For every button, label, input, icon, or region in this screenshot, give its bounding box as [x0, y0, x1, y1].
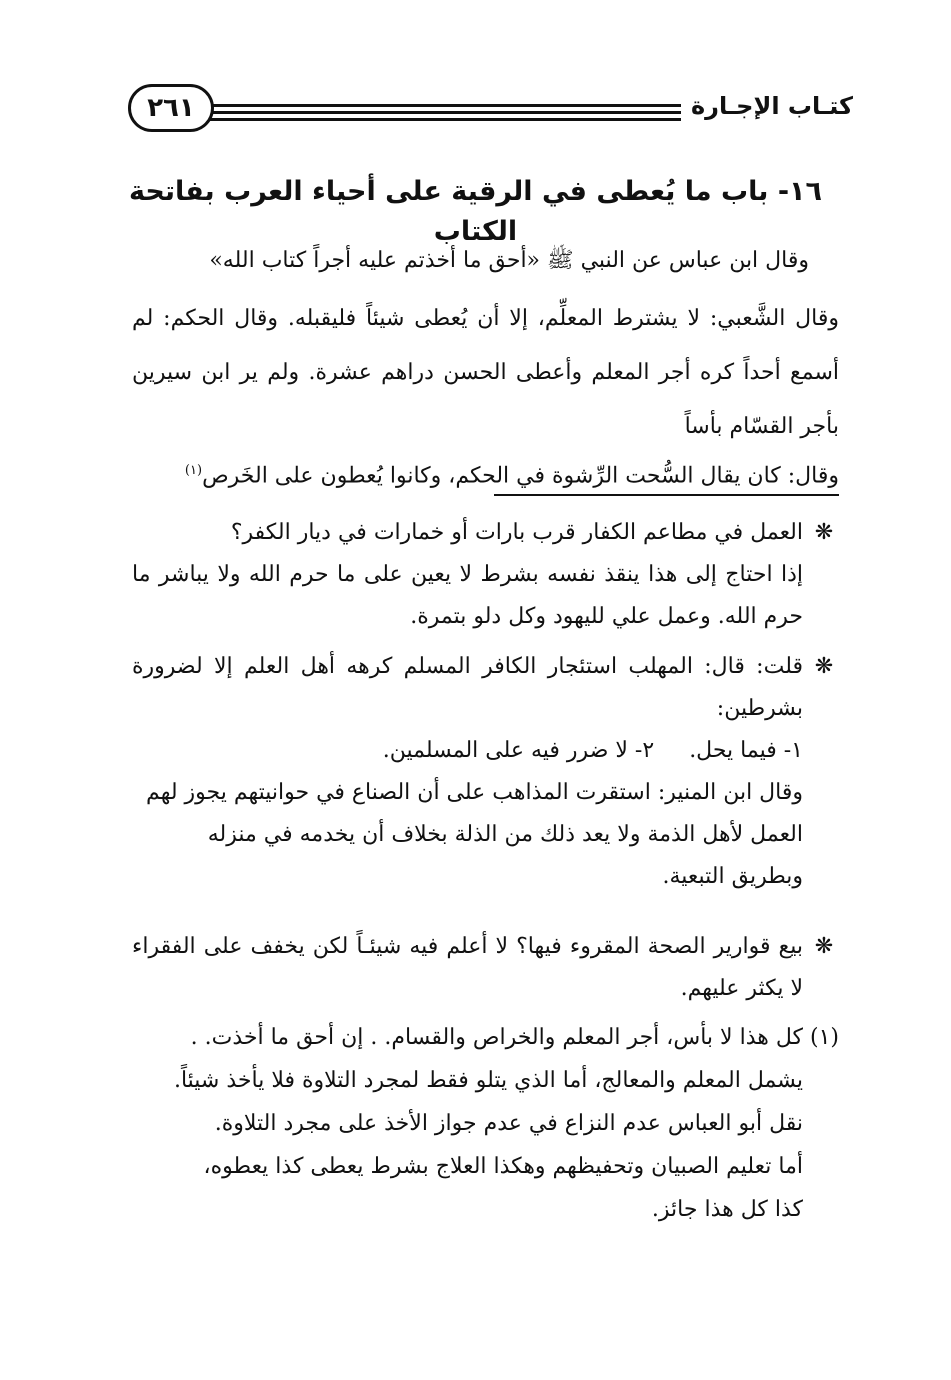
header-rule — [190, 104, 681, 107]
footnote-line: نقل أبو العباس عدم النزاع في عدم جواز الأخذ على مجرد التلاوة. — [214, 1111, 803, 1136]
page-number: ٢٦١ — [128, 84, 214, 132]
note-item — [132, 646, 839, 730]
asterisk-icon: ❋ — [814, 654, 834, 679]
header-rule — [190, 118, 681, 121]
footnote-line — [132, 1016, 839, 1059]
footnote-reference: (١) — [184, 463, 203, 478]
note-item — [132, 926, 839, 1010]
footnote-text: كل هذا لا بأس، أجر المعلم والخراص والقسام. . إن أحق ما أخذت. . — [190, 1025, 803, 1050]
footnote-line: أما تعليم الصبيان وتحفيظهم وهكذا العلاج بشرط يعطى كذا يعطوه، — [203, 1154, 803, 1179]
note-question: العمل في مطاعم الكفار قرب بارات أو خمارات في ديار الكفر؟ — [230, 520, 803, 545]
note-text: بيع قوارير الصحة المقروء فيها؟ لا أعلم فيه شيئـاً لكن يخفف على الفقراء لا يكثر عليهم. — [132, 934, 803, 1001]
shabi-quote: وقال الشَّعبي: لا يشترط المعلِّم، إلا أن يُعطى شيئاً فليقبله. وقال الحكم: لم أسمع أحداً كره أجر المعلم وأعطى الحسن دراهم عشرة. ولم ير ابن سيرين بأجر القسّام بأساً — [132, 306, 839, 439]
notes-separator — [494, 494, 839, 496]
note-text: وقال ابن المنير: استقرت المذاهب على أن الصناع في حوانيتهم يجوز لهم العمل لأهل الذمة ولا يعد ذلك من الذلة بخلاف أن يخدمه في منزله وبطريق التبعية. — [146, 780, 803, 889]
condition-item: ١- فيما يحل. — [689, 738, 803, 763]
note-text: قلت: قال: المهلب استئجار الكافر المسلم كرهه أهل العلم إلا لضرورة بشرطين: — [132, 654, 803, 721]
header-rule — [190, 111, 681, 114]
note-answer: إذا احتاج إلى هذا ينقذ نفسه بشرط لا يعين على ما حرم الله ولا يباشر ما حرم الله. وعمل علي لليهود وكل دلو بتمرة. — [132, 562, 803, 629]
asterisk-icon: ❋ — [814, 934, 834, 959]
chapter-heading: ١٦- باب ما يُعطى في الرقية على أحياء العرب بفاتحة الكتاب — [129, 176, 822, 247]
note-block — [132, 512, 839, 638]
note-item — [132, 512, 839, 638]
note-block — [132, 926, 839, 1010]
footnote — [132, 1016, 839, 1231]
hadith-quote: وقال ابن عباس عن النبي ﷺ «أحق ما أخذتم عليه أجراً كتاب الله» — [209, 248, 809, 273]
khars-text: وقال: كان يقال السُّحت الرِّشوة في الحكم، وكانوا يُعطون على الخَرص — [202, 463, 839, 489]
body-paragraph — [132, 292, 839, 454]
body-paragraph — [132, 234, 839, 288]
note-block — [132, 646, 839, 898]
page-header — [128, 84, 853, 144]
condition-item: ٢- لا ضرر فيه على المسلمين. — [382, 738, 655, 763]
footnote-marker: (١) — [809, 1025, 839, 1050]
asterisk-icon: ❋ — [814, 520, 834, 545]
conditions-list — [132, 730, 839, 772]
footnote-line: يشمل المعلم والمعالج، أما الذي يتلو فقط لمجرد التلاوة فلا يأخذ شيئاً. — [173, 1068, 803, 1093]
running-title: كتـاب الإجـارة — [690, 92, 853, 120]
footnote-line: كذا كل هذا جائز. — [651, 1197, 803, 1222]
